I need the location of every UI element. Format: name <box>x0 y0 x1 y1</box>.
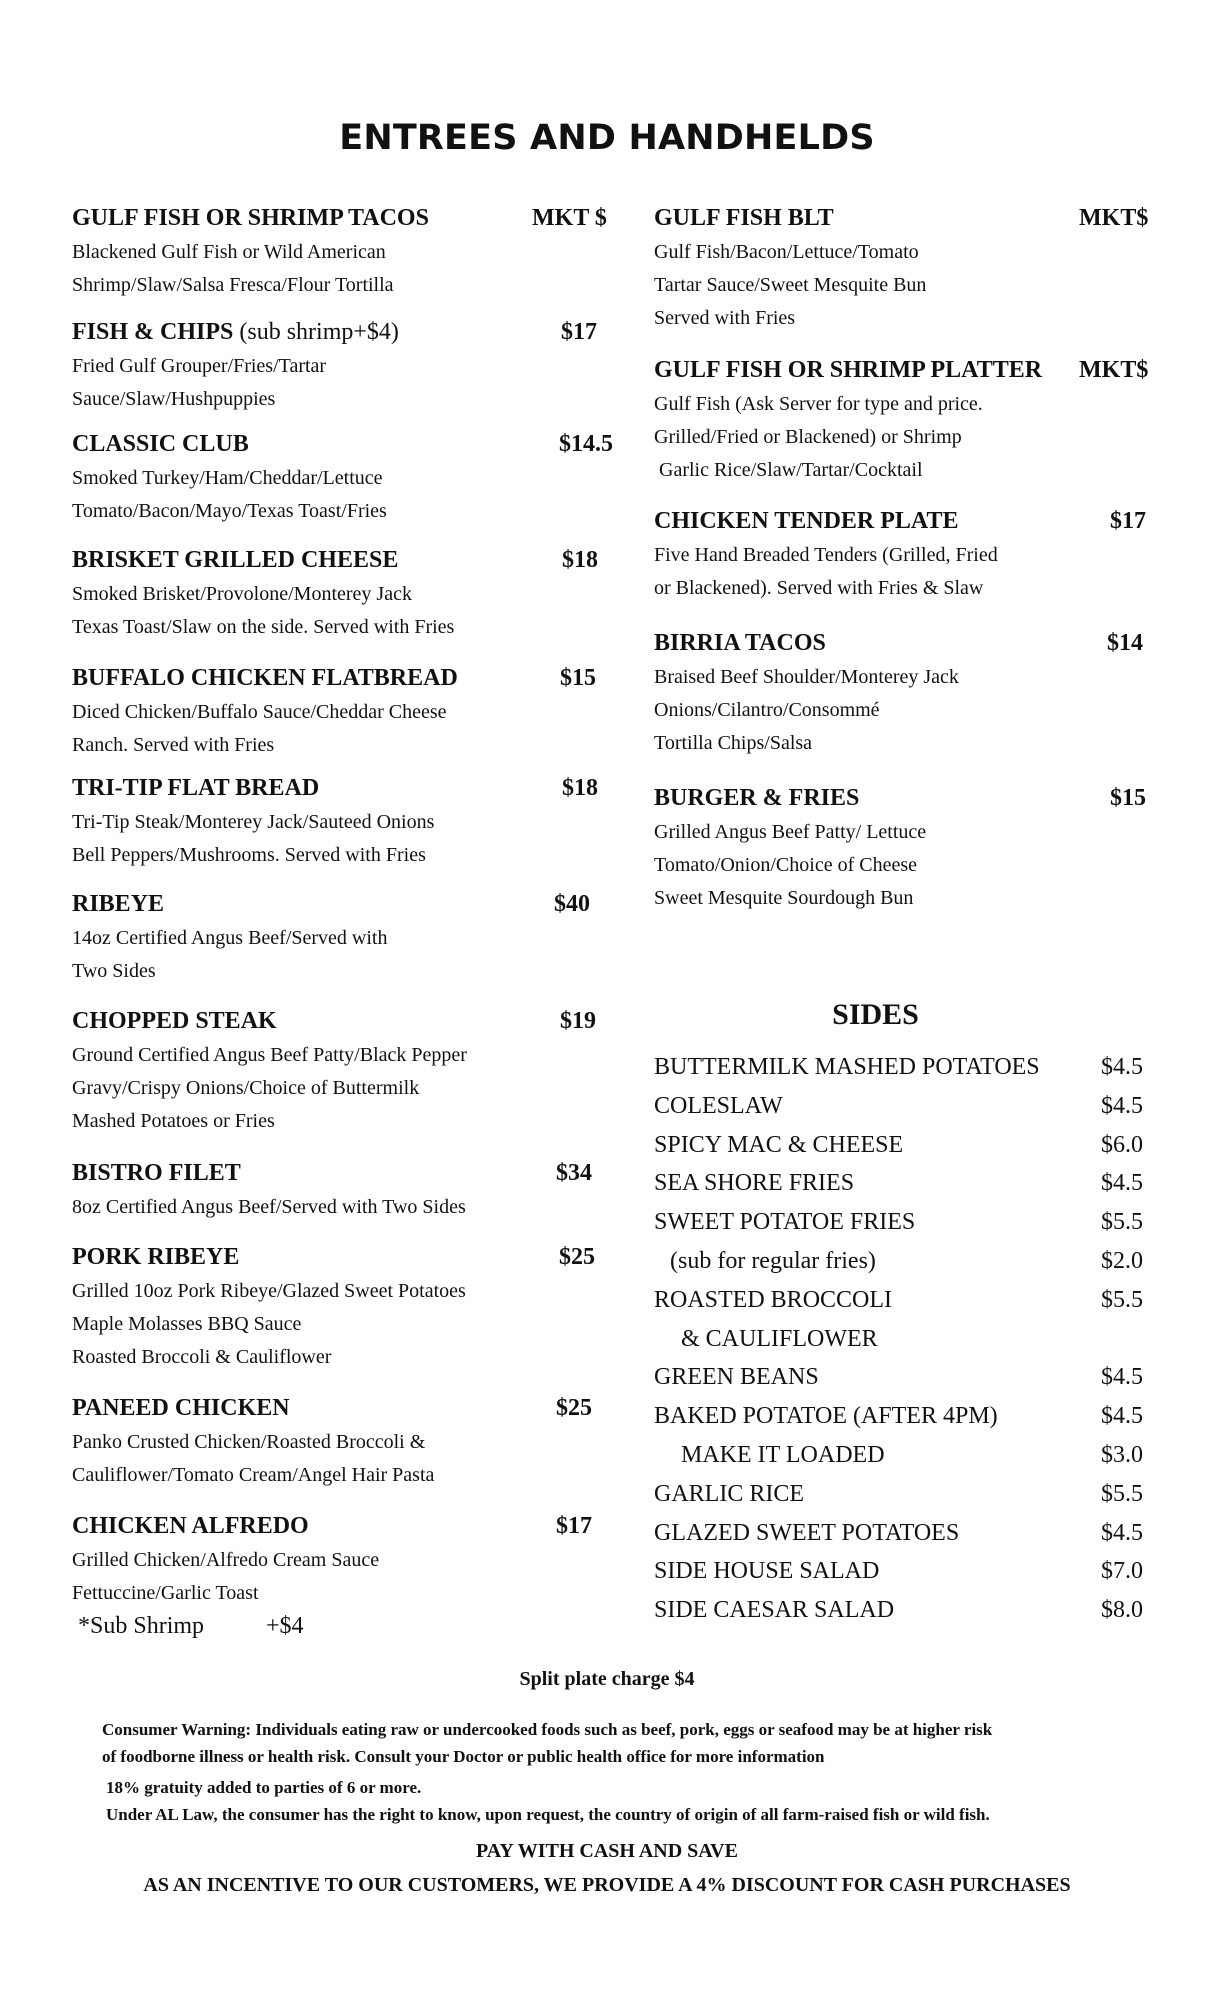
item-name: GULF FISH BLT <box>654 205 834 231</box>
item-price: MKT $ <box>532 205 607 231</box>
side-price: $6.0 <box>1101 1131 1143 1158</box>
item-desc: 8oz Certified Angus Beef/Served with Two Sides <box>72 1196 466 1218</box>
item-desc: or Blackened). Served with Fries & Slaw <box>654 577 984 599</box>
item-name: FISH & CHIPS (sub shrimp+$4) <box>72 319 399 345</box>
side-price: $4.5 <box>1101 1403 1143 1430</box>
side-item <box>654 1164 1154 1203</box>
item-desc: Gravy/Crispy Onions/Choice of Buttermilk <box>72 1077 420 1099</box>
item-name: CHICKEN ALFREDO <box>72 1513 309 1539</box>
side-item <box>654 1126 1154 1165</box>
item-desc: Maple Molasses BBQ Sauce <box>72 1313 302 1335</box>
split-plate-charge: Split plate charge $4 <box>519 1668 695 1690</box>
side-item <box>654 1475 1154 1514</box>
item-price: $40 <box>554 891 590 917</box>
item-price: MKT$ <box>1079 357 1149 383</box>
item-desc: 14oz Certified Angus Beef/Served with <box>72 927 388 949</box>
menu-item <box>72 1508 620 1642</box>
item-desc: Fettuccine/Garlic Toast <box>72 1582 259 1604</box>
item-name: BIRRIA TACOS <box>654 630 826 656</box>
side-price: $4.5 <box>1101 1092 1143 1119</box>
item-name: CHICKEN TENDER PLATE <box>654 508 959 534</box>
item-desc: Bell Peppers/Mushrooms. Served with Fries <box>72 844 426 866</box>
item-price: $34 <box>556 1160 592 1186</box>
consumer-warning <box>102 1716 992 1770</box>
cash-heading: PAY WITH CASH AND SAVE <box>476 1840 738 1862</box>
side-price: $5.5 <box>1101 1209 1143 1236</box>
side-price: $8.0 <box>1101 1597 1143 1624</box>
right-menu-column <box>654 200 1154 915</box>
side-name: SPICY MAC & CHEESE <box>654 1131 904 1158</box>
item-desc: Tomato/Bacon/Mayo/Texas Toast/Fries <box>72 500 387 522</box>
consumer-warning-line: of foodborne illness or health risk. Consult your Doctor or public health office for more information <box>102 1747 825 1766</box>
side-price: $3.0 <box>1101 1441 1143 1468</box>
item-price: $17 <box>561 319 597 345</box>
item-name: PANEED CHICKEN <box>72 1395 290 1421</box>
item-desc: Gulf Fish/Bacon/Lettuce/Tomato <box>654 241 919 263</box>
side-item <box>654 1048 1154 1087</box>
menu-item <box>72 1390 620 1508</box>
item-desc: Grilled/Fried or Blackened) or Shrimp <box>654 426 962 448</box>
item-price: $14.5 <box>559 431 613 457</box>
sub-shrimp-price: +$4 <box>266 1613 304 1639</box>
item-name: BUFFALO CHICKEN FLATBREAD <box>72 665 458 691</box>
side-item <box>654 1358 1154 1397</box>
side-price: $5.5 <box>1101 1480 1143 1507</box>
item-desc: Tortilla Chips/Salsa <box>654 732 813 754</box>
item-name: BISTRO FILET <box>72 1160 241 1186</box>
item-price: $15 <box>1110 785 1146 811</box>
item-desc: Five Hand Breaded Tenders (Grilled, Fried <box>654 544 998 566</box>
item-desc: Panko Crusted Chicken/Roasted Broccoli & <box>72 1431 426 1453</box>
sides-heading: SIDES <box>832 998 919 1031</box>
item-desc: Onions/Cilantro/Consommé <box>654 699 880 721</box>
item-desc: Grilled 10oz Pork Ribeye/Glazed Sweet Potatoes <box>72 1280 466 1302</box>
menu-item <box>72 886 620 1003</box>
menu-item <box>72 660 620 770</box>
menu-item <box>654 625 1154 780</box>
item-price: $17 <box>556 1513 592 1539</box>
side-price: $4.5 <box>1101 1519 1143 1546</box>
side-item <box>654 1087 1154 1126</box>
item-price: $19 <box>560 1008 596 1034</box>
item-desc: Texas Toast/Slaw on the side. Served with Fries <box>72 616 455 638</box>
sub-shrimp-label: *Sub Shrimp <box>78 1613 205 1639</box>
side-name: ROASTED BROCCOLI <box>654 1286 893 1313</box>
item-desc: Ranch. Served with Fries <box>72 734 275 756</box>
item-name: TRI-TIP FLAT BREAD <box>72 775 320 801</box>
sides-list <box>654 1048 1154 1630</box>
item-desc: Cauliflower/Tomato Cream/Angel Hair Pasta <box>72 1464 435 1486</box>
item-name: GULF FISH OR SHRIMP TACOS <box>72 205 429 231</box>
side-name: SIDE HOUSE SALAD <box>654 1558 880 1585</box>
menu-item <box>72 426 620 542</box>
side-item <box>654 1514 1154 1553</box>
menu-item <box>654 352 1154 503</box>
item-price: $25 <box>556 1395 592 1421</box>
side-item <box>654 1242 1154 1281</box>
side-name: SWEET POTATOE FRIES <box>654 1209 916 1236</box>
side-price: $4.5 <box>1101 1054 1143 1080</box>
item-desc: Tomato/Onion/Choice of Cheese <box>654 854 917 876</box>
item-desc: Smoked Brisket/Provolone/Monterey Jack <box>72 583 412 605</box>
item-name: BRISKET GRILLED CHEESE <box>72 547 399 573</box>
item-desc: Tartar Sauce/Sweet Mesquite Bun <box>654 274 927 296</box>
menu-item <box>72 542 620 660</box>
side-price: $7.0 <box>1101 1558 1143 1585</box>
item-desc: Mashed Potatoes or Fries <box>72 1110 275 1132</box>
item-desc: Sauce/Slaw/Hushpuppies <box>72 388 276 410</box>
item-desc: Grilled Angus Beef Patty/ Lettuce <box>654 821 927 843</box>
item-name: BURGER & FRIES <box>654 785 860 811</box>
side-name: BUTTERMILK MASHED POTATOES <box>654 1054 1040 1080</box>
item-desc: Roasted Broccoli & Cauliflower <box>72 1346 332 1368</box>
menu-item <box>72 1239 620 1390</box>
side-item <box>654 1436 1154 1475</box>
side-item <box>654 1203 1154 1242</box>
side-price: $5.5 <box>1101 1286 1143 1313</box>
item-name: CLASSIC CLUB <box>72 431 249 457</box>
side-price: $4.5 <box>1101 1170 1143 1197</box>
item-name: RIBEYE <box>72 891 165 917</box>
item-price: $18 <box>562 775 598 801</box>
left-menu-column <box>72 200 620 1642</box>
side-name: & CAULIFLOWER <box>681 1325 878 1352</box>
item-desc: Grilled Chicken/Alfredo Cream Sauce <box>72 1549 380 1571</box>
side-price: $4.5 <box>1101 1364 1143 1391</box>
sub-shrimp-option <box>78 1610 620 1642</box>
item-desc: Sweet Mesquite Sourdough Bun <box>654 887 914 909</box>
side-name: SEA SHORE FRIES <box>654 1170 855 1197</box>
item-desc: Blackened Gulf Fish or Wild American <box>72 241 386 263</box>
side-item <box>654 1320 1154 1359</box>
item-desc: Tri-Tip Steak/Monterey Jack/Sauteed Onions <box>72 811 435 833</box>
gratuity-note: 18% gratuity added to parties of 6 or more. <box>106 1778 422 1797</box>
side-item <box>654 1552 1154 1591</box>
menu-item <box>72 1155 620 1239</box>
menu-item <box>654 780 1154 915</box>
side-item <box>654 1397 1154 1436</box>
menu-item <box>72 314 620 426</box>
side-name: BAKED POTATOE (AFTER 4PM) <box>654 1403 998 1430</box>
side-name: GLAZED SWEET POTATOES <box>654 1519 960 1546</box>
item-name-suffix: (sub shrimp+$4) <box>233 319 399 345</box>
item-desc: Garlic Rice/Slaw/Tartar/Cocktail <box>654 459 923 481</box>
side-name: MAKE IT LOADED <box>681 1441 885 1468</box>
item-desc: Shrimp/Slaw/Salsa Fresca/Flour Tortilla <box>72 274 394 296</box>
side-name: (sub for regular fries) <box>670 1247 876 1274</box>
item-desc: Ground Certified Angus Beef Patty/Black Pepper <box>72 1044 467 1066</box>
side-name: SIDE CAESAR SALAD <box>654 1597 895 1624</box>
menu-item <box>654 200 1154 352</box>
menu-item <box>654 503 1154 625</box>
side-price: $2.0 <box>1101 1247 1143 1274</box>
item-desc: Fried Gulf Grouper/Fries/Tartar <box>72 355 327 377</box>
menu-item <box>72 1003 620 1155</box>
side-item <box>654 1591 1154 1630</box>
item-price: $18 <box>562 547 598 573</box>
page-title: ENTREES AND HANDHELDS <box>339 118 875 158</box>
cash-discount-note: AS AN INCENTIVE TO OUR CUSTOMERS, WE PROVIDE A 4% DISCOUNT FOR CASH PURCHASES <box>143 1874 1071 1896</box>
menu-item <box>72 770 620 886</box>
item-desc: Diced Chicken/Buffalo Sauce/Cheddar Cheese <box>72 701 447 723</box>
item-desc: Served with Fries <box>654 307 796 329</box>
item-name: GULF FISH OR SHRIMP PLATTER <box>654 357 1043 383</box>
side-item <box>654 1281 1154 1320</box>
item-desc: Two Sides <box>72 960 156 982</box>
item-desc: Gulf Fish (Ask Server for type and price. <box>654 393 983 415</box>
consumer-warning-line: Consumer Warning: Individuals eating raw or undercooked foods such as beef, pork, eggs or seafood may be at higher risk <box>102 1720 993 1739</box>
side-name: GARLIC RICE <box>654 1480 804 1507</box>
al-law-note: Under AL Law, the consumer has the right to know, upon request, the country of origin of all farm-raised fish or wild fish. <box>106 1805 990 1824</box>
item-price: $17 <box>1110 508 1146 534</box>
item-price: $25 <box>559 1244 595 1270</box>
menu-item <box>72 200 620 314</box>
item-name: CHOPPED STEAK <box>72 1008 277 1034</box>
item-desc: Braised Beef Shoulder/Monterey Jack <box>654 666 959 688</box>
item-name: PORK RIBEYE <box>72 1244 240 1270</box>
item-price: MKT$ <box>1079 205 1149 231</box>
policy-notes <box>106 1774 990 1828</box>
side-name: GREEN BEANS <box>654 1364 819 1391</box>
side-name: COLESLAW <box>654 1092 783 1119</box>
item-price: $14 <box>1107 630 1143 656</box>
item-desc: Smoked Turkey/Ham/Cheddar/Lettuce <box>72 467 383 489</box>
item-price: $15 <box>560 665 596 691</box>
